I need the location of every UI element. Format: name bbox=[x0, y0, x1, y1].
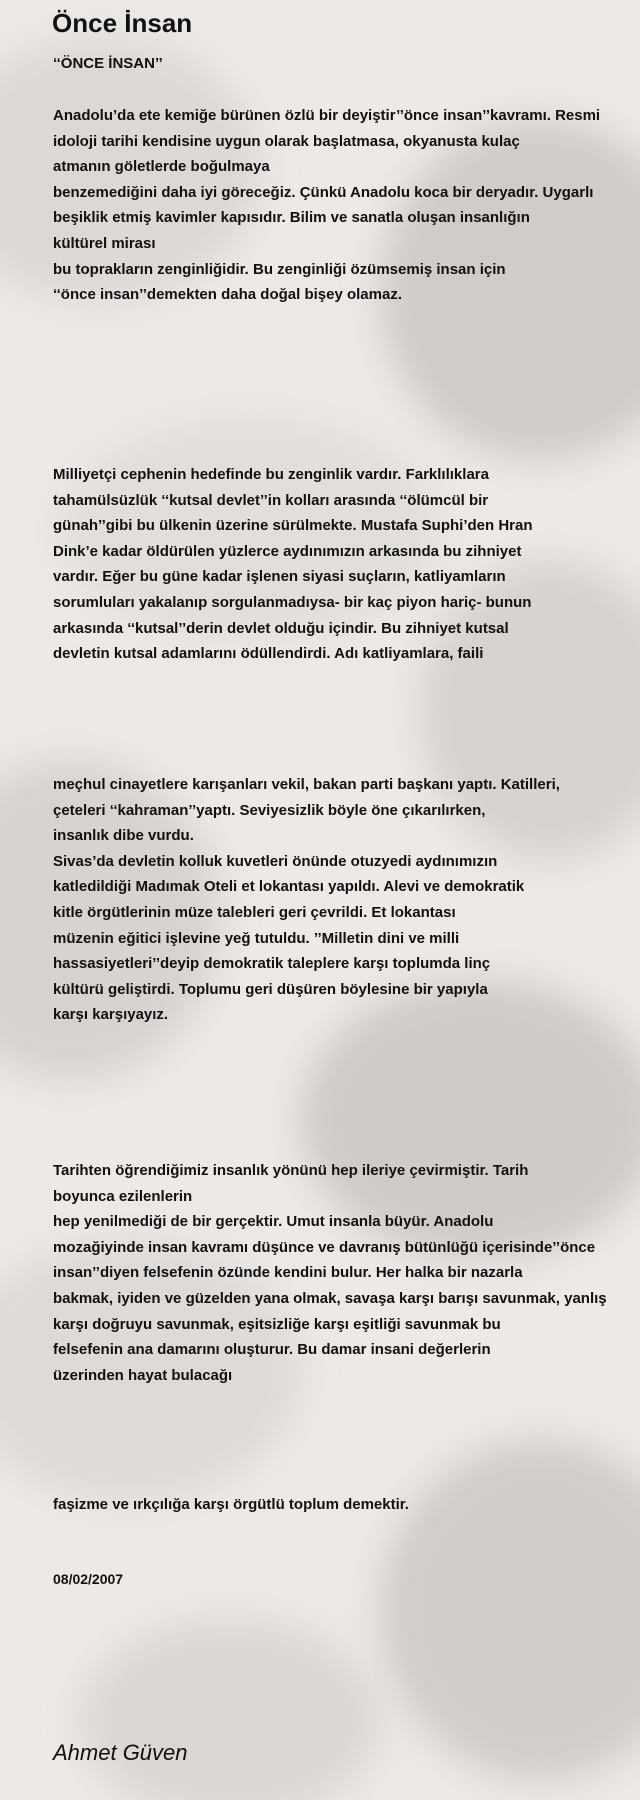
paragraph-line: karşı karşıyayız. bbox=[53, 1006, 169, 1024]
paragraph-line: vardır. Eğer bu güne kadar işlenen siyasi suçların, katliyamların bbox=[53, 568, 506, 586]
paragraph-line: devletin kutsal adamlarını ödüllendirdi. Adı katliyamlara, faili bbox=[53, 645, 484, 663]
paragraph-line: kitle örgütlerinin müze talebleri geri çevrildi. Et lokantası bbox=[53, 903, 456, 921]
paragraph-line: hep yenilmediği de bir gerçektir. Umut insanla büyür. Anadolu bbox=[53, 1213, 494, 1231]
paragraph-line: boyunca ezilenlerin bbox=[53, 1187, 193, 1205]
paragraph-line: üzerinden hayat bulacağı bbox=[53, 1366, 233, 1384]
paragraph-line: hassasiyetleri’’deyip demokratik taleplere karşı toplumda linç bbox=[53, 955, 491, 973]
paragraph-line: bakmak, iyiden ve güzelden yana olmak, savaşa karşı barışı savunmak, yanlış bbox=[53, 1289, 607, 1307]
paragraph-line: meçhul cinayetlere karışanları vekil, bakan parti başkanı yaptı. Katilleri, bbox=[53, 776, 560, 793]
paragraph-line: katledildiği Madımak Oteli et lokantası yapıldı. Alevi ve demokratik bbox=[53, 878, 525, 896]
paragraph-line: sorumluları yakalanıp sorgulanmadıysa- bir kaç piyon hariç- bunun bbox=[53, 593, 532, 611]
paragraph-line: Tarihten öğrendiğimiz insanlık yönünü hep ileriye çevirmiştir. Tarih bbox=[53, 1162, 529, 1179]
paragraph-line: mozağiyinde insan kavramı düşünce ve davranış bütünlüğü içerisinde’’önce bbox=[53, 1238, 596, 1256]
paragraph-2 bbox=[53, 462, 533, 667]
paragraph-3 bbox=[53, 772, 560, 1028]
paragraph-line: Sivas’da devletin kolluk kuvetleri önünde otuzyedi aydınımızın bbox=[53, 852, 498, 870]
paragraph-line: faşizme ve ırkçılığa karşı örgütlü toplum demektir. bbox=[53, 1496, 409, 1513]
paragraph-line: Dink’e kadar öldürülen yüzlerce aydınımızın arkasında bu zihniyet bbox=[53, 542, 522, 560]
author-name: Ahmet Güven bbox=[53, 1740, 188, 1765]
paragraph-5 bbox=[53, 1492, 409, 1518]
paragraph-line: beşiklik etmiş kavimler kapısıdır. Bilim ve sanatla oluşan insanlığın bbox=[53, 209, 530, 227]
paragraph-line: felsefenin ana damarını oluşturur. Bu damar insani değerlerin bbox=[53, 1341, 491, 1359]
paragraph-line: müzenin eğitici işlevine yeğ tutuldu. ’’Milletin dini ve milli bbox=[53, 929, 460, 947]
poem-date: 08/02/2007 bbox=[53, 1571, 124, 1587]
paragraph-line: karşı doğruyu savunmak, eşitsizliğe karşı eşitliği savunmak bu bbox=[53, 1315, 501, 1333]
page-title: Önce İnsan bbox=[52, 8, 193, 38]
paragraph-line: bu toprakların zenginliğidir. Bu zenginliği özümsemiş insan için bbox=[53, 260, 506, 278]
paragraph-line: Anadolu’da ete kemiğe bürünen özlü bir deyiştir’’önce insan’’kavramı. Resmi bbox=[53, 107, 601, 124]
paragraph-line: ‘‘önce insan’’demekten daha doğal bişey olamaz. bbox=[53, 286, 402, 304]
paragraph-line: insan’’diyen felsefenin özünde kendini bulur. Her halka bir nazarla bbox=[53, 1264, 523, 1282]
paragraph-line: kültürel mirası bbox=[53, 234, 156, 252]
paragraph-line: günah’’gibi bu ülkenin üzerine sürülmekte. Mustafa Suphi’den Hran bbox=[53, 517, 533, 535]
paragraph-line: tahamülsüzlük ‘‘kutsal devlet’’in kolları arasında ‘‘ölümcül bir bbox=[53, 491, 489, 509]
paragraph-1 bbox=[53, 103, 600, 308]
paragraph-line: çeteleri ‘‘kahraman’’yaptı. Seviyesizlik böyle öne çıkarılırken, bbox=[53, 801, 486, 819]
paragraph-line: Milliyetçi cephenin hedefinde bu zenginlik vardır. Farklılıklara bbox=[53, 466, 489, 483]
paragraph-line: atmanın göletlerde boğulmaya bbox=[53, 158, 270, 176]
paragraph-line: idoloji tarihi kendisine uygun olarak başlatmasa, okyanusta kulaç bbox=[53, 132, 520, 150]
paragraph-line: kültürü geliştirdi. Toplumu geri düşüren böylesine bir yapıyla bbox=[53, 980, 488, 998]
paragraph-line: arkasında ‘‘kutsal’’derin devlet olduğu içindir. Bu zihniyet kutsal bbox=[53, 619, 509, 637]
poem-subtitle: ‘‘ÖNCE İNSAN’’ bbox=[53, 55, 163, 72]
paragraph-line: insanlık dibe vurdu. bbox=[53, 827, 194, 845]
paragraph-line: benzemediğini daha iyi göreceğiz. Çünkü Anadolu koca bir deryadır. Uygarlı bbox=[53, 183, 594, 201]
paragraph-4 bbox=[53, 1158, 607, 1388]
